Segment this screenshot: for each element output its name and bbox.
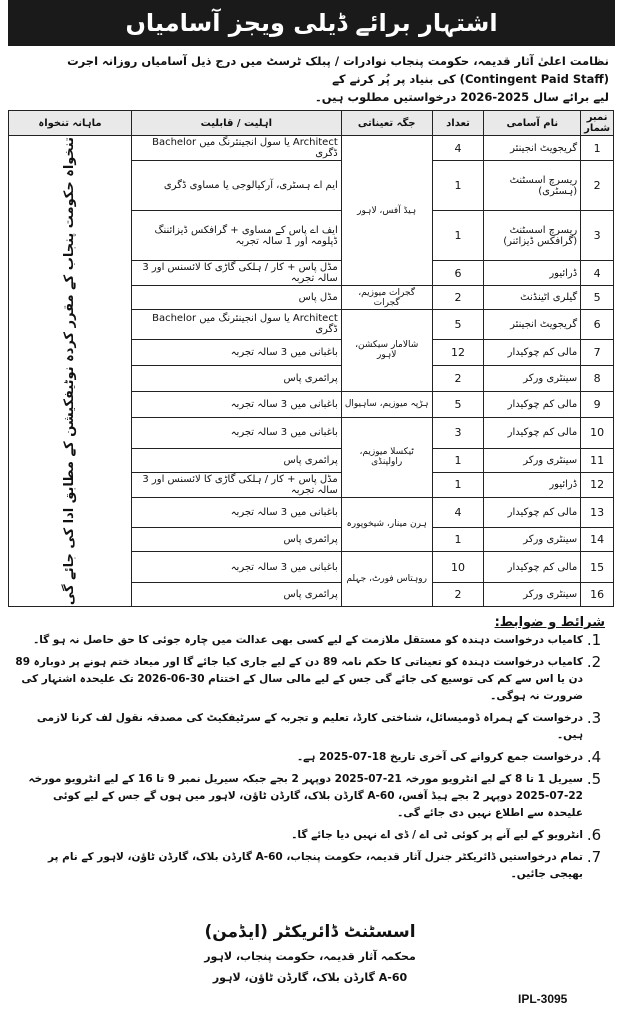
pay-note: تنخواہ حکومت پنجاب کے مقرر کردہ نوٹیفکیشن کے مطابق ادا کی جائے گی: [61, 137, 77, 606]
cell-qual: Architect یا سول انجینئرنگ میں Bachelor ڈگری: [131, 136, 341, 161]
cell-name: سینٹری ورکر: [484, 448, 581, 472]
cell-sr: 7: [581, 339, 614, 365]
cell-place: شالامار سیکشن، لاہور: [341, 310, 432, 392]
header-qual: اہلیت / قابلیت: [131, 111, 341, 136]
cell-sr: 4: [581, 261, 614, 286]
cell-name: سینٹری ورکر: [484, 365, 581, 391]
cell-sr: 8: [581, 365, 614, 391]
cell-count: 6: [432, 261, 484, 286]
cell-sr: 15: [581, 552, 614, 583]
cell-qual: پرائمری پاس: [131, 448, 341, 472]
list-item: [14, 710, 605, 744]
address-line: A-60 گارڈن بلاک، گارڈن ٹاؤن، لاہور: [212, 971, 408, 984]
cell-count: 1: [432, 472, 484, 497]
term-number: 6.: [586, 826, 602, 845]
cell-count: 1: [432, 211, 484, 261]
cell-sr: 5: [581, 286, 614, 310]
cell-sr: 10: [581, 417, 614, 448]
cell-qual: ایم اے ہسٹری، آرکیالوجی یا مساوی ڈگری: [131, 161, 341, 211]
term-text: سیریل 1 تا 8 کے لیے انٹرویو مورخہ 21-07-2025 دوپہر 2 بجے جبکہ سیریل نمبر 9 تا 16 کے لیے انٹرویو مورخہ 22-07-2025 دوپہر 2 بجے ہیڈ آفس، A-60 گارڈن بلاک، گارڈن ٹاؤن، لاہور میں ہوں گے جس کے لیے کوئی علیحدہ سے اطلاع نہیں دی جائے گی۔: [28, 773, 583, 820]
term-number: 1.: [586, 631, 602, 650]
intro-line-2: لیے برائے سال 2025-2026 درخواستیں مطلوب ہیں۔: [315, 90, 609, 104]
cell-qual: باغبانی میں 3 سالہ تجربہ: [131, 552, 341, 583]
cell-count: 1: [432, 448, 484, 472]
intro-text: [8, 46, 615, 110]
cell-qual: مڈل پاس + کار / ہلکی گاڑی کا لائسنس اور 3 سالہ تجربہ: [131, 472, 341, 497]
cell-name: سینٹری ورکر: [484, 583, 581, 607]
cell-name: گریجویٹ انجینئر: [484, 136, 581, 161]
cell-place: روہتاس فورٹ، جہلم: [341, 552, 432, 607]
pay-cell: [9, 136, 132, 607]
term-number: 3.: [586, 709, 602, 728]
header-count: تعداد: [432, 111, 484, 136]
cell-qual: پرائمری پاس: [131, 528, 341, 552]
list-item: [14, 827, 605, 844]
cell-name: مالی کم چوکیدار: [484, 391, 581, 417]
cell-count: 3: [432, 417, 484, 448]
intro-line-1: نظامت اعلیٰ آثار قدیمہ، حکومت پنجاب نوادرات / پبلک ٹرسٹ میں درج ذیل آسامیاں روزانہ اجرت (Contingent Paid Staff) کی بنیاد پر پُر کرنے کے: [67, 54, 609, 86]
cell-qual: باغبانی میں 3 سالہ تجربہ: [131, 391, 341, 417]
term-text: درخواست کے ہمراہ ڈومیسائل، شناختی کارڈ، تعلیم و تجربہ کے سرٹیفکیٹ کی مصدقہ نقول لف کرنا لازمی ہیں۔: [36, 712, 583, 742]
cell-count: 4: [432, 136, 484, 161]
cell-sr: 13: [581, 497, 614, 528]
term-text: کامیاب درخواست دہندہ کو مستقل ملازمت کے لیے کسی بھی عدالت میں چارہ جوئی کا حق حاصل نہ ہو گا۔: [33, 634, 583, 647]
cell-count: 1: [432, 161, 484, 211]
cell-place: ہیڈ آفس، لاہور: [341, 136, 432, 286]
cell-name: مالی کم چوکیدار: [484, 339, 581, 365]
signature-block: [150, 922, 470, 984]
cell-sr: 6: [581, 310, 614, 340]
cell-count: 10: [432, 552, 484, 583]
department-line: محکمہ آثار قدیمہ، حکومت پنجاب، لاہور: [204, 950, 416, 963]
cell-name: مالی کم چوکیدار: [484, 552, 581, 583]
cell-name: مالی کم چوکیدار: [484, 497, 581, 528]
cell-name: سینٹری ورکر: [484, 528, 581, 552]
list-item: [14, 632, 605, 649]
cell-place: گجرات میوزیم، گجرات: [341, 286, 432, 310]
term-text: کامیاب درخواست دہندہ کو تعیناتی کا حکم نامہ 89 دن کے لیے جاری کیا جائے گا اور میعاد ختم ہونے پر دوبارہ 89 دن یا اس سے کم کی توسیع کی جائے گی جس کے لیے مالی سال کے اختتام 30-06-2026 تک علیحدہ اشتہار کی ضرورت نہ ہوگی۔: [15, 656, 583, 703]
cell-count: 12: [432, 339, 484, 365]
cell-name: گیلری اٹینڈنٹ: [484, 286, 581, 310]
term-text: تمام درخواستیں ڈائریکٹر جنرل آثار قدیمہ، حکومت پنجاب، A-60 گارڈن بلاک، گارڈن ٹاؤن، لاہور کے نام پر بھیجی جائیں۔: [48, 851, 583, 881]
cell-count: 4: [432, 497, 484, 528]
cell-name: ڈرائیور: [484, 472, 581, 497]
list-item: [14, 849, 605, 883]
cell-sr: 1: [581, 136, 614, 161]
table-row: [9, 136, 614, 161]
cell-qual: باغبانی میں 3 سالہ تجربہ: [131, 417, 341, 448]
cell-count: 2: [432, 365, 484, 391]
cell-qual: ایف اے پاس کے مساوی + گرافکس ڈیزائننگ ڈپلومہ اور 1 سالہ تجربہ: [131, 211, 341, 261]
cell-qual: باغبانی میں 3 سالہ تجربہ: [131, 497, 341, 528]
cell-sr: 3: [581, 211, 614, 261]
cell-name: مالی کم چوکیدار: [484, 417, 581, 448]
cell-name: گریجویٹ انجینئر: [484, 310, 581, 340]
cell-place: ٹیکسلا میوزیم، راولپنڈی: [341, 417, 432, 497]
header-name: نام آسامی: [484, 111, 581, 136]
term-text: درخواست جمع کروانے کی آخری تاریخ 18-07-2025 ہے۔: [296, 751, 583, 764]
cell-sr: 11: [581, 448, 614, 472]
cell-count: 2: [432, 286, 484, 310]
cell-sr: 12: [581, 472, 614, 497]
header-sr: نمبر شمار: [581, 111, 614, 136]
ad-title-banner: اشتہار برائے ڈیلی ویجز آسامیاں: [8, 0, 615, 46]
header-place: جگہ تعیناتی: [341, 111, 432, 136]
table-header-row: [9, 111, 614, 136]
cell-count: 5: [432, 310, 484, 340]
list-item: [14, 654, 605, 705]
ipl-number: IPL-3095: [518, 992, 568, 1006]
terms-heading: شرائط و ضوابط:: [494, 615, 605, 631]
cell-qual: پرائمری پاس: [131, 583, 341, 607]
cell-qual: مڈل پاس + کار / ہلکی گاڑی کا لائسنس اور 3 سالہ تجربہ: [131, 261, 341, 286]
cell-sr: 16: [581, 583, 614, 607]
term-number: 7.: [586, 848, 602, 867]
cell-place: ہرن مینار، شیخوپورہ: [341, 497, 432, 552]
cell-sr: 14: [581, 528, 614, 552]
list-item: [14, 749, 605, 766]
cell-count: 5: [432, 391, 484, 417]
cell-count: 2: [432, 583, 484, 607]
header-pay: ماہانہ تنخواہ: [9, 111, 132, 136]
term-number: 5.: [586, 770, 602, 789]
cell-name: ریسرچ اسسٹنٹ (ہسٹری): [484, 161, 581, 211]
term-number: 2.: [586, 653, 602, 672]
term-text: انٹرویو کے لیے آنے پر کوئی ٹی اے / ڈی اے نہیں دیا جائے گا۔: [291, 829, 583, 842]
cell-name: ریسرچ اسسٹنٹ (گرافکس ڈیزائنر): [484, 211, 581, 261]
cell-sr: 9: [581, 391, 614, 417]
term-number: 4.: [586, 748, 602, 767]
cell-name: ڈرائیور: [484, 261, 581, 286]
terms-list: [8, 632, 615, 883]
signatory-title: اسسٹنٹ ڈائریکٹر (ایڈمن): [204, 922, 416, 942]
cell-count: 1: [432, 528, 484, 552]
cell-qual: مڈل پاس: [131, 286, 341, 310]
cell-qual: باغبانی میں 3 سالہ تجربہ: [131, 339, 341, 365]
cell-sr: 2: [581, 161, 614, 211]
posts-table: [8, 110, 614, 607]
cell-qual: Architect یا سول انجینئرنگ میں Bachelor ڈگری: [131, 310, 341, 340]
cell-qual: پرائمری پاس: [131, 365, 341, 391]
list-item: [14, 771, 605, 822]
cell-place: ہڑپہ میوزیم، ساہیوال: [341, 391, 432, 417]
